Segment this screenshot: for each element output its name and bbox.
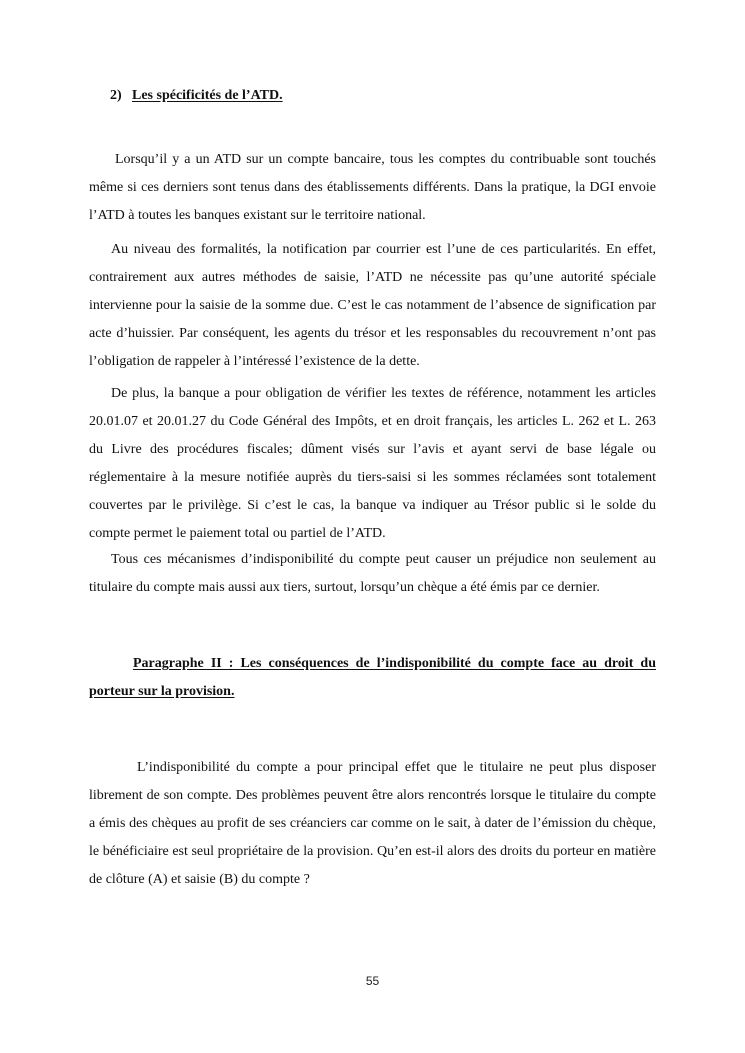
page-number: 55 <box>365 974 380 988</box>
paragraph-4: Tous ces mécanismes d’indisponibilité du compte peut causer un préjudice non seulement au titulaire du compte mais aussi aux tiers, surtout, lorsqu’un chèque a été émis par ce dernier. <box>89 552 656 595</box>
closing-paragraph: L’indisponibilité du compte a pour principal effet que le titulaire ne peut plus disposer librement de son compte. Des problèmes peuvent être alors rencontrés lorsque le titulaire du compte a émis des chèques au profit de ses créanciers car comme on le sait, à dater de l’émission du chèque, le bénéficiaire est seul propriétaire de la provision. Qu’en est-il alors des droits du porteur en matière de clôture (A) et saisie (B) du compte ? <box>89 760 656 887</box>
paragraph-1: Lorsqu’il y a un ATD sur un compte bancaire, tous les comptes du contribuable sont touchés même si ces derniers sont tenus dans des établissements différents. Dans la pratique, la DGI envoie l’ATD à toutes les banques existant sur le territoire national. <box>89 152 656 223</box>
section-heading <box>110 88 283 104</box>
paragraph-2: Au niveau des formalités, la notification par courrier est l’une de ces particularités. En effet, contrairement aux autres méthodes de saisie, l’ATD ne nécessite pas qu’une autorité spéciale intervienne pour la saisie de la somme due. C’est le cas notamment de l’absence de signification par acte d’huissier. Par conséquent, les agents du trésor et les responsables du recouvrement n’ont pas l’obligation de rappeler à l’intéressé l’existence de la dette. <box>89 242 656 369</box>
section-number: 2) <box>110 88 122 103</box>
paragraph-heading: Paragraphe II : Les conséquences de l’indisponibilité du compte face au droit du porteur sur la provision. <box>89 656 656 699</box>
section-title: Les spécificités de l’ATD. <box>132 88 283 103</box>
paragraph-3: De plus, la banque a pour obligation de vérifier les textes de référence, notamment les articles 20.01.07 et 20.01.27 du Code Général des Impôts, et en droit français, les articles L. 262 et L. 263 du Livre des procédures fiscales; dûment visés sur l’avis et ayant servi de base légale ou réglementaire à la mesure notifiée auprès du tiers-saisi si les sommes réclamées sont totalement couvertes par le privilège. Si c’est le cas, la banque va indiquer au Trésor public si le solde du compte permet le paiement total ou partiel de l’ATD. <box>89 386 656 541</box>
